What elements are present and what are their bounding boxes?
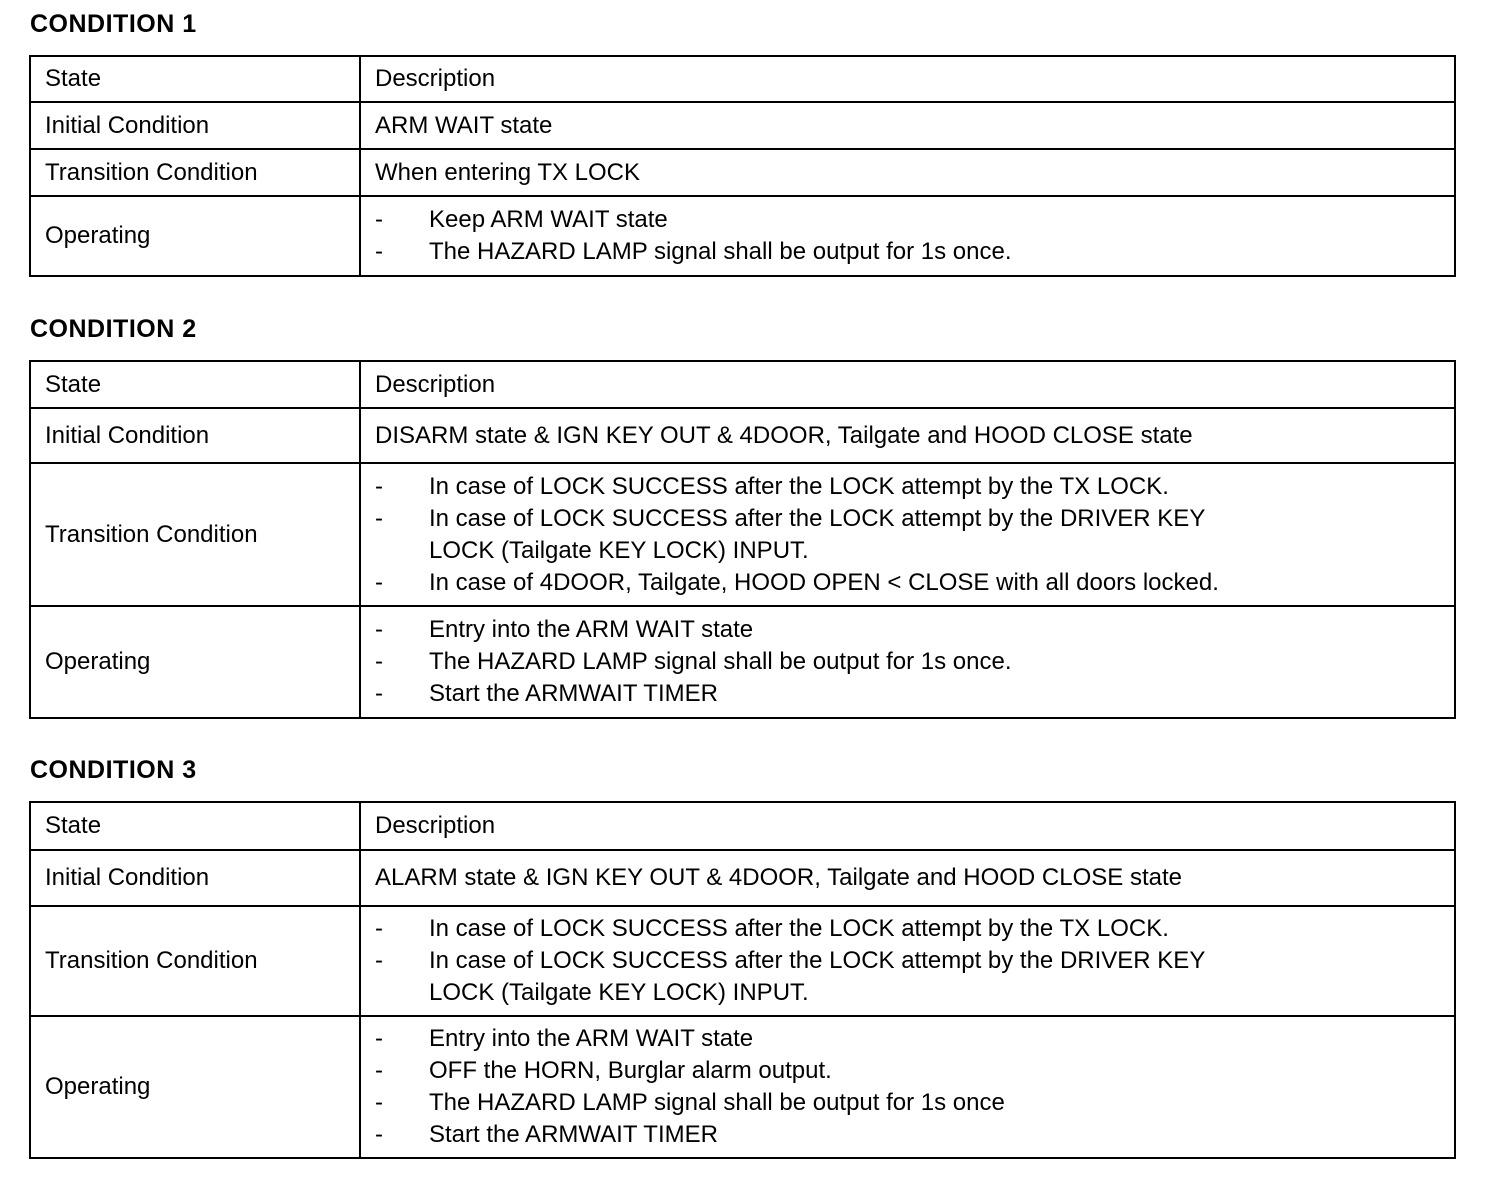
- table-row: [30, 850, 1455, 906]
- state-cell: Operating: [30, 606, 360, 718]
- state-cell: Operating: [30, 1016, 360, 1158]
- table-row: [30, 196, 1455, 276]
- header-state: State: [30, 56, 360, 102]
- list-item: - OFF the HORN, Burglar alarm output.: [375, 1055, 1440, 1087]
- header-state: State: [30, 361, 360, 408]
- description-cell: ALARM state & IGN KEY OUT & 4DOOR, Tailgate and HOOD CLOSE state: [360, 850, 1455, 906]
- header-description: Description: [360, 56, 1455, 102]
- list-item: - The HAZARD LAMP signal shall be output for 1s once.: [375, 236, 1440, 268]
- state-cell: Operating: [30, 196, 360, 276]
- description-cell: [360, 196, 1455, 276]
- state-cell: Transition Condition: [30, 463, 360, 606]
- state-cell: Initial Condition: [30, 408, 360, 463]
- header-description: Description: [360, 802, 1455, 850]
- description-cell: [360, 606, 1455, 718]
- description-cell: [360, 906, 1455, 1016]
- list-item: - The HAZARD LAMP signal shall be output for 1s once: [375, 1087, 1440, 1119]
- condition-2-title: CONDITION 2: [30, 315, 197, 343]
- condition-3-title: CONDITION 3: [30, 756, 197, 784]
- condition-2-table: [29, 360, 1456, 719]
- description-cell: [360, 1016, 1455, 1158]
- bullet-list: [375, 204, 1440, 268]
- list-item: - In case of LOCK SUCCESS after the LOCK attempt by the DRIVER KEY LOCK (Tailgate KEY LOCK) INPUT.: [375, 945, 1265, 1009]
- header-state: State: [30, 802, 360, 850]
- table-row: [30, 906, 1455, 1016]
- description-cell: DISARM state & IGN KEY OUT & 4DOOR, Tailgate and HOOD CLOSE state: [360, 408, 1455, 463]
- table-row: [30, 1016, 1455, 1158]
- list-item: - In case of LOCK SUCCESS after the LOCK attempt by the TX LOCK.: [375, 471, 1265, 503]
- state-cell: Initial Condition: [30, 102, 360, 149]
- table-row: [30, 102, 1455, 149]
- table-row: [30, 463, 1455, 606]
- list-item: - Start the ARMWAIT TIMER: [375, 678, 1440, 710]
- bullet-list: [375, 471, 1265, 599]
- table-header-row: [30, 56, 1455, 102]
- list-item: - In case of LOCK SUCCESS after the LOCK attempt by the DRIVER KEY LOCK (Tailgate KEY LOCK) INPUT.: [375, 503, 1265, 567]
- description-cell: [360, 463, 1455, 606]
- header-description: Description: [360, 361, 1455, 408]
- bullet-list: [375, 913, 1265, 1009]
- list-item: - Entry into the ARM WAIT state: [375, 614, 1440, 646]
- state-cell: Transition Condition: [30, 149, 360, 196]
- list-item: - In case of 4DOOR, Tailgate, HOOD OPEN < CLOSE with all doors locked.: [375, 567, 1265, 599]
- condition-3-table: [29, 801, 1456, 1159]
- table-row: [30, 408, 1455, 463]
- table-header-row: [30, 802, 1455, 850]
- table-row: [30, 149, 1455, 196]
- state-cell: Transition Condition: [30, 906, 360, 1016]
- state-cell: Initial Condition: [30, 850, 360, 906]
- description-cell: ARM WAIT state: [360, 102, 1455, 149]
- table-row: [30, 606, 1455, 718]
- list-item: - Entry into the ARM WAIT state: [375, 1023, 1440, 1055]
- list-item: - Start the ARMWAIT TIMER: [375, 1119, 1440, 1151]
- list-item: - Keep ARM WAIT state: [375, 204, 1440, 236]
- bullet-list: [375, 1023, 1440, 1151]
- list-item: - The HAZARD LAMP signal shall be output for 1s once.: [375, 646, 1440, 678]
- table-header-row: [30, 361, 1455, 408]
- description-cell: When entering TX LOCK: [360, 149, 1455, 196]
- condition-1-title: CONDITION 1: [30, 10, 197, 38]
- condition-1-table: [29, 55, 1456, 277]
- list-item: - In case of LOCK SUCCESS after the LOCK attempt by the TX LOCK.: [375, 913, 1265, 945]
- bullet-list: [375, 614, 1440, 710]
